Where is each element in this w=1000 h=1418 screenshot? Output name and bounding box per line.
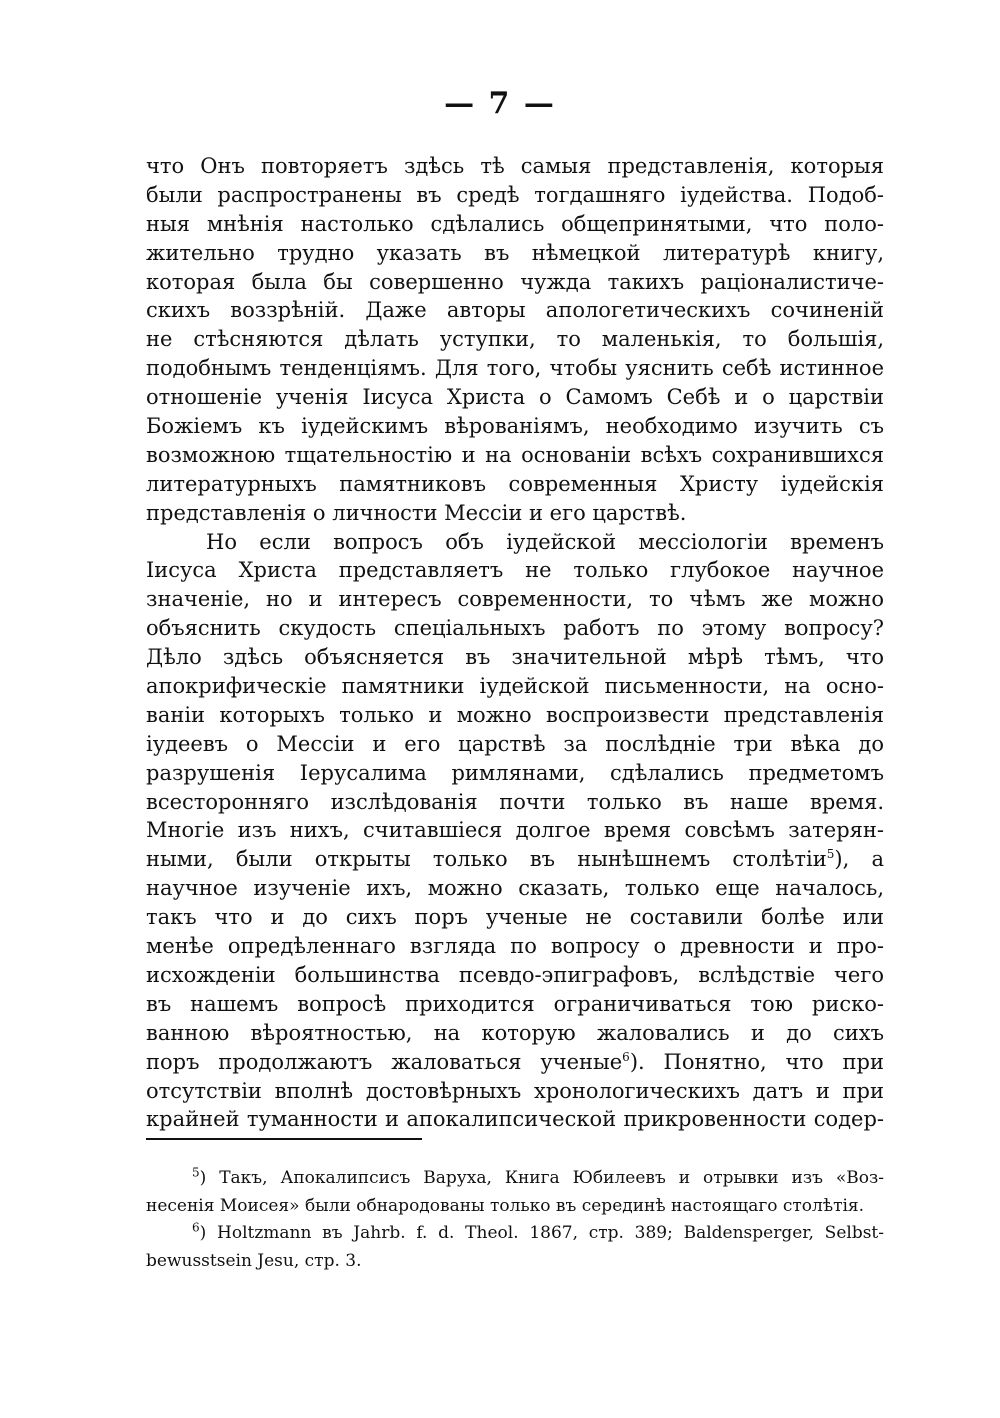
text-line: не стѣсняются дѣлать уступки, то маленькія, то большія, (146, 327, 884, 352)
text-line: возможною тщательностію и на основаніи всѣхъ сохранившихся (146, 442, 884, 467)
line-tail: ), а (834, 847, 884, 872)
text-line: такъ что и до сихъ поръ ученые не составили болѣе или (146, 905, 884, 930)
text-line: Но если вопросъ объ іудейской мессіологіи временъ (206, 529, 884, 554)
footnotes (146, 1165, 884, 1275)
text-line: въ нашемъ вопросѣ приходится ограничиваться тою риско- (146, 991, 884, 1016)
page-number: — 7 — (444, 86, 556, 121)
text-line: ванною вѣроятностью, на которую жаловались и до сихъ (146, 1020, 884, 1045)
body-text (146, 152, 884, 1134)
text-line: литературныхъ памятниковъ современныя Христу іудейскія (146, 471, 884, 496)
footnote-marker: 6 (192, 1220, 200, 1235)
text-line: были распространены въ средѣ тогдашняго іудейства. Подоб- (146, 182, 884, 207)
footnote-6-line: bewusstsein Jesu, стр. 3. (146, 1250, 362, 1271)
text-line: жительно трудно указать въ нѣмецкой литературѣ книгу, (146, 240, 884, 265)
text-line: ныя мнѣнія настолько сдѣлались общепринятыми, что поло- (146, 211, 884, 236)
text-line: крайней туманности и апокалипсической прикровенности содер- (146, 1107, 884, 1132)
text-line: Многіе изъ нихъ, считавшіеся долгое время совсѣмъ затерян- (146, 818, 884, 843)
text-line: научное изученіе ихъ, можно сказать, только еще началось, (146, 876, 884, 901)
line-tail: ). Понятно, что при (629, 1049, 884, 1074)
footnote-5-line: несенія Моисея» были обнародованы только въ серединѣ настоящаго столѣтія. (146, 1195, 865, 1216)
text-line: апокрифическіе памятники іудейской письменности, на осно- (146, 674, 884, 699)
footnote-ref: 5 (826, 847, 835, 862)
text-line-with-ref (146, 845, 884, 874)
text-line: объяснить скудость спеціальныхъ работъ по этому вопросу? (146, 616, 884, 641)
footnote-text: ) Holtzmann въ Jahrb. f. d. Theol. 1867, стр. 389; Baldensperger, Selbst- (199, 1223, 884, 1243)
line-text: ными, были открыты только въ нынѣшнемъ столѣтіи (146, 847, 827, 872)
line-text: поръ продолжаютъ жаловаться ученые (146, 1049, 623, 1074)
text-line: всесторонняго изслѣдованія почти только въ наше время. (146, 789, 884, 814)
text-line: отношеніе ученія Іисуса Христа о Самомъ Себѣ и о царствіи (146, 385, 884, 410)
text-line: отсутствіи вполнѣ достовѣрныхъ хронологическихъ датъ и при (146, 1078, 884, 1103)
footnote-text: ) Такъ, Апокалипсисъ Варуха, Книга Юбилеевъ и отрывки изъ «Воз- (199, 1168, 884, 1188)
text-line: что Онъ повторяетъ здѣсь тѣ самыя представленія, которыя (146, 154, 884, 178)
text-line: Іисуса Христа представляетъ не только глубокое научное (146, 558, 884, 583)
text-line: подобнымъ тенденціямъ. Для того, чтобы уяснить себѣ истинное (146, 356, 884, 381)
text-line: исхожденіи большинства псевдо-эпиграфовъ, вслѣдствіе чего (146, 962, 884, 987)
text-line: ваніи которыхъ только и можно воспроизвести представленія (146, 702, 884, 727)
text-line: Дѣло здѣсь объясняется въ значительной мѣрѣ тѣмъ, что (146, 645, 884, 670)
text-line: разрушенія Іерусалима римлянами, сдѣлались предметомъ (146, 760, 884, 785)
text-line-with-ref (146, 1048, 884, 1077)
text-line: значеніе, но и интересъ современности, то чѣмъ же можно (146, 587, 884, 612)
text-line: Божіемъ къ іудейскимъ вѣрованіямъ, необходимо изучить съ (146, 414, 884, 439)
text-line: представленія о личности Мессіи и его царствѣ. (146, 500, 687, 525)
text-line: которая была бы совершенно чужда такихъ раціоналистиче- (146, 269, 884, 294)
footnote-ref: 6 (622, 1049, 630, 1064)
footnote-divider (146, 1138, 422, 1140)
text-line: іудеевъ о Мессіи и его царствѣ за послѣдніе три вѣка до (146, 731, 884, 756)
text-line: менѣе опредѣленнаго взгляда по вопросу о древности и про- (146, 934, 884, 959)
footnote-6-line (146, 1220, 884, 1248)
footnote-marker: 5 (192, 1165, 200, 1180)
text-line: скихъ воззрѣній. Даже авторы апологетическихъ сочиненій (146, 298, 884, 323)
footnote-5-line (146, 1165, 884, 1193)
